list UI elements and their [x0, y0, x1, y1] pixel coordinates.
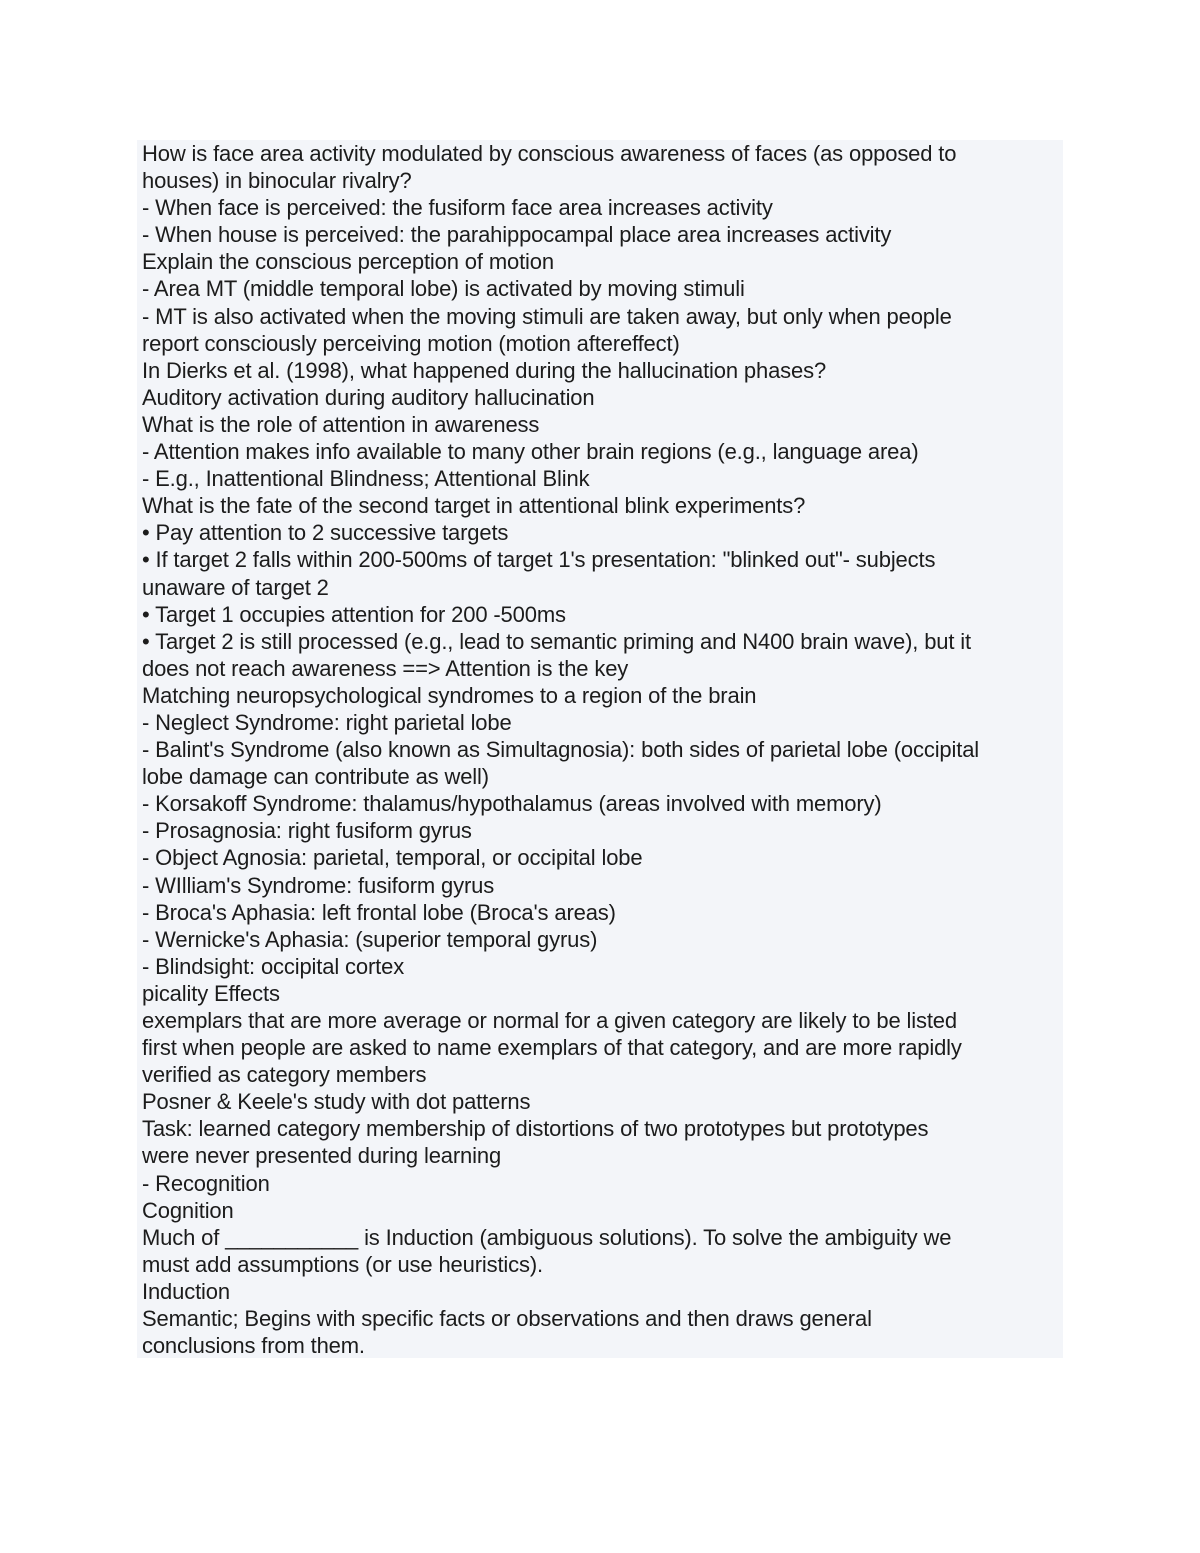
text-line: houses) in binocular rivalry?: [142, 168, 412, 194]
text-line: - Broca's Aphasia: left frontal lobe (Broca's areas): [142, 899, 616, 925]
text-line: conclusions from them.: [142, 1333, 365, 1359]
text-line: • If target 2 falls within 200-500ms of target 1's presentation: "blinked out"- subjects: [142, 547, 936, 573]
text-line: - Korsakoff Syndrome: thalamus/hypothalamus (areas involved with memory): [142, 791, 882, 817]
text-line: - Balint's Syndrome (also known as Simultagnosia): both sides of parietal lobe (occipital: [142, 737, 980, 763]
text-line: exemplars that are more average or normal for a given category are likely to be listed: [142, 1008, 957, 1033]
text-line: Task: learned category membership of distortions of two prototypes but prototypes: [142, 1116, 929, 1142]
text-line: unaware of target 2: [142, 574, 329, 600]
text-line: does not reach awareness ==> Attention is the key: [142, 655, 629, 681]
text-line: - Attention makes info available to many other brain regions (e.g., language area): [142, 439, 919, 465]
text-line: first when people are asked to name exemplars of that category, and are more rapidly: [142, 1035, 962, 1061]
text-line: How is face area activity modulated by conscious awareness of faces (as opposed to: [142, 141, 957, 166]
text-line: must add assumptions (or use heuristics).: [142, 1251, 544, 1277]
text-line: Semantic; Begins with specific facts or observations and then draws general: [142, 1306, 872, 1332]
text-line: - Wernicke's Aphasia: (superior temporal gyrus): [142, 926, 598, 952]
text-line: Much of ___________ is Induction (ambiguous solutions). To solve the ambiguity we: [142, 1224, 952, 1250]
text-line: - Area MT (middle temporal lobe) is activated by moving stimuli: [142, 276, 745, 302]
text-line: verified as category members: [142, 1062, 427, 1088]
text-line: • Target 1 occupies attention for 200 -500ms: [142, 601, 566, 627]
text-line: picality Effects: [142, 980, 280, 1006]
text-line: - Recognition: [142, 1170, 270, 1196]
text-line: Matching neuropsychological syndromes to a region of the brain: [142, 682, 757, 708]
text-line: Auditory activation during auditory hallucination: [142, 384, 595, 410]
text-line: Cognition: [142, 1197, 234, 1223]
text-line: In Dierks et al. (1998), what happened during the hallucination phases?: [142, 357, 827, 383]
text-line: What is the role of attention in awareness: [142, 411, 540, 437]
text-line: were never presented during learning: [142, 1143, 502, 1169]
text-line: - WIlliam's Syndrome: fusiform gyrus: [142, 872, 495, 898]
text-line: Posner & Keele's study with dot patterns: [142, 1089, 531, 1115]
text-line: • Pay attention to 2 successive targets: [142, 520, 509, 546]
text-line: Induction: [142, 1278, 230, 1304]
text-line: - E.g., Inattentional Blindness; Attentional Blink: [142, 466, 590, 492]
text-line: lobe damage can contribute as well): [142, 764, 489, 790]
text-line: - Prosagnosia: right fusiform gyrus: [142, 818, 472, 844]
text-line: What is the fate of the second target in attentional blink experiments?: [142, 493, 806, 519]
text-line: - When face is perceived: the fusiform face area increases activity: [142, 195, 773, 221]
text-line: - Object Agnosia: parietal, temporal, or occipital lobe: [142, 845, 643, 871]
text-block: [137, 140, 1063, 1358]
text-line: - MT is also activated when the moving stimuli are taken away, but only when people: [142, 303, 952, 329]
text-line: • Target 2 is still processed (e.g., lead to semantic priming and N400 brain wave), but it: [142, 628, 971, 654]
text-line: - Blindsight: occipital cortex: [142, 953, 405, 979]
text-line: Explain the conscious perception of motion: [142, 249, 554, 275]
text-line: - Neglect Syndrome: right parietal lobe: [142, 709, 512, 735]
text-line: report consciously perceiving motion (motion aftereffect): [142, 330, 680, 356]
text-line: - When house is perceived: the parahippocampal place area increases activity: [142, 222, 892, 248]
